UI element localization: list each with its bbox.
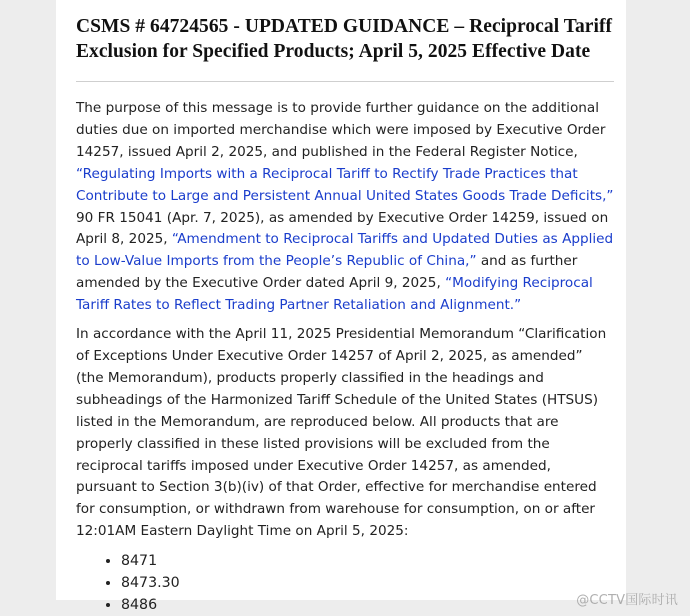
list-item: • 8486 <box>121 594 614 616</box>
title-divider <box>76 81 614 82</box>
watermark: @CCTV国际时讯 <box>576 593 678 608</box>
purpose-paragraph <box>76 98 614 317</box>
hts-code-list <box>76 550 614 616</box>
link-amendment-reciprocal-tariffs[interactable]: “Amendment to Reciprocal Tariffs and Updated Duties as Applied to Low-Value Imports from the People’s Republic of China,” <box>76 231 614 270</box>
purpose-text-3: and as further amended by the Executive Order dated April 9, 2025, <box>76 253 578 292</box>
link-modifying-reciprocal-tariff-rates[interactable]: “Modifying Reciprocal Tariff Rates to Reflect Trading Partner Retaliation and Alignment.” <box>76 275 593 314</box>
document-title: CSMS # 64724565 - UPDATED GUIDANCE – Reciprocal Tariff Exclusion for Specified Products; April 5, 2025 Effective Date <box>76 16 613 62</box>
link-regulating-imports[interactable]: “Regulating Imports with a Reciprocal Tariff to Rectify Trade Practices that Contribute to Large and Persistent Annual United States Goods Trade Deficits,” <box>76 165 614 204</box>
document-page <box>56 0 626 614</box>
document-content <box>76 14 614 616</box>
list-item: • 8473.30 <box>121 572 614 594</box>
memorandum-paragraph: In accordance with the April 11, 2025 Presidential Memorandum “Clarification of Exceptions Under Executive Order 14257 of April 2, 2025, as amended” (the Memorandum), products properly classified in the headings and subheadings of the Harmonized Tariff Schedule of the United States (HTSUS) listed in the Memorandum, are reproduced below. All products that are properly classified in these listed provisions will be excluded from the reciprocal tariffs imposed under Executive Order 14257, as amended, pursuant to Section 3(b)(iv) of that Order, effective for merchandise entered for consumption, or withdrawn from warehouse for consumption, on or after 12:01AM Eastern Daylight Time on April 5, 2025: <box>76 326 607 540</box>
list-item: • 8471 <box>121 550 614 572</box>
purpose-text-1: The purpose of this message is to provide further guidance on the additional duties due on imported merchandise which were imposed by Executive Order 14257, issued April 2, 2025, and published in the Federal Register Notice, <box>76 100 606 160</box>
purpose-text-2: 90 FR 15041 (Apr. 7, 2025), as amended by Executive Order 14259, issued on April 8, 2025, <box>76 209 609 248</box>
